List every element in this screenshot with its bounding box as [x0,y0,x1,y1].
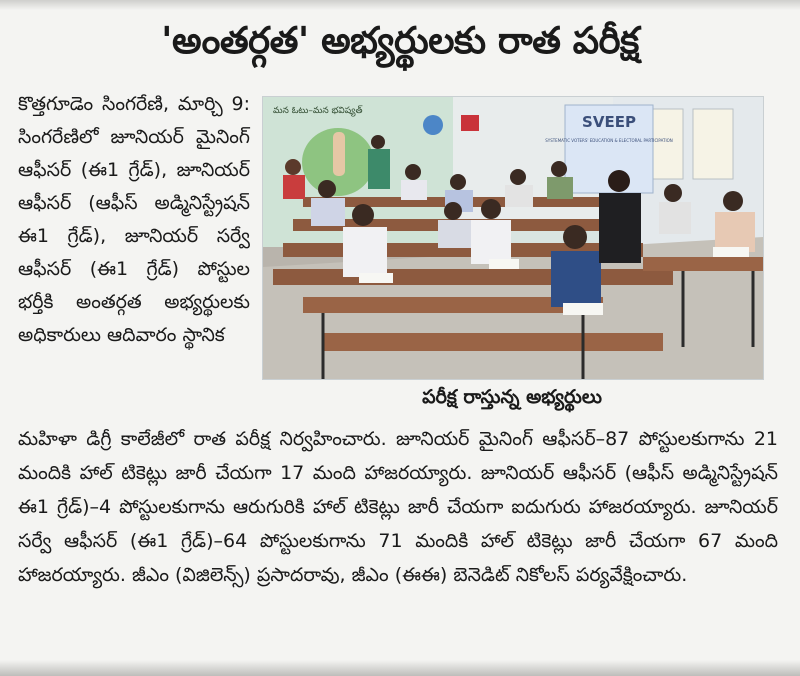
body-text: మహిళా డిగ్రీ కాలేజీలో రాత పరీక్ష నిర్వహించారు. జూనియర్ మైనింగ్ ఆఫీసర్–87 పోస్టులకుగాను 21 మందికి హాల్ టికెట్లు జారీ చేయగా 17 మంది హాజరయ్యారు. జూనియర్ ఆఫీసర్ (ఆఫీస్ అడ్మినిస్ట్రేషన్ ఈ1 గ్రేడ్)–4 పోస్టులకుగాను ఆరుగురికి హాల్ టికెట్లు జారీ చేయగా ఐదుగురు హాజరయ్యారు. జూనియర్ సర్వే ఆఫీసర్ (ఈ1 గ్రేడ్)–64 పోస్టులకుగాను 71 మందికి హాల్ టికెట్లు జారీ చేయగా 67 మంది హాజరయ్యారు. జీఎం (విజిలెన్స్) ప్రసాదరావు, జీఎం (ఈఈ) బెనెడిట్ నికోలస్ పర్యవేక్షించారు. [18,428,778,586]
sveep-subtitle: SYSTEMATIC VOTERS' EDUCATION & ELECTORAL PARTICIPATION [545,138,673,143]
exam-hall-photo [262,96,764,380]
exam-hall-illustration [263,97,763,379]
wall-slogan: మన ఓటు–మన భవిష్యత్ [273,106,363,116]
next-article-edge [0,660,800,676]
previous-article-edge [0,0,800,10]
sveep-sign: SVEEP [582,113,636,131]
lead-paragraph [18,88,250,352]
photo-caption: పరీక్ష రాస్తున్న అభ్యర్థులు [422,386,602,408]
headline: 'అంతర్గత' అభ్యర్థులకు రాత పరీక్ష [161,19,639,62]
lead-text: కొత్తగూడెం సింగరేణి, మార్చి 9: సింగరేణిలో జూనియర్ మైనింగ్ ఆఫీసర్ (ఈ1 గ్రేడ్), జూనియర్ ఆఫీసర్ (ఆఫీస్ అడ్మినిస్ట్రేషన్ ఈ1 గ్రేడ్), జూనియర్ సర్వే ఆఫీసర్ (ఈ1 గ్రేడ్) పోస్టుల భర్తీకి అంతర్గత అభ్యర్థులకు అధికారులు ఆదివారం స్థానిక [18,93,250,346]
body-paragraph [18,422,778,592]
